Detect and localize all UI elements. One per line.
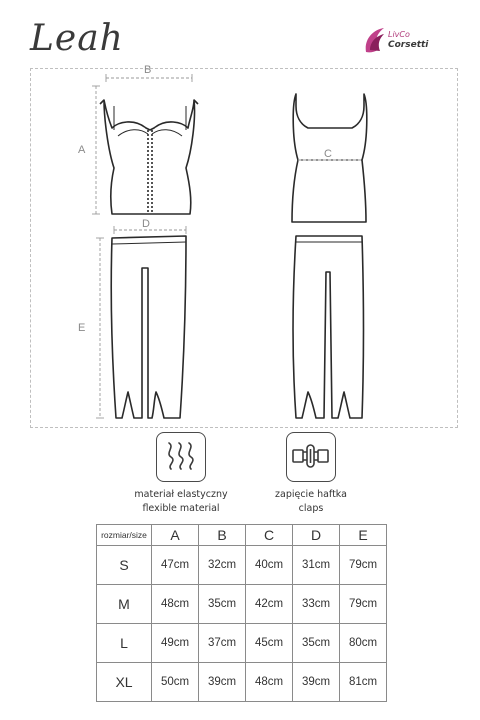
size-column-b: B: [199, 525, 246, 546]
hook-clasp-icon: [286, 432, 336, 482]
size-label: M: [97, 585, 152, 624]
size-label: S: [97, 546, 152, 585]
size-value: 32cm: [199, 546, 246, 585]
feature-caption-en: flexible material: [142, 503, 220, 514]
trousers-back: [293, 236, 364, 418]
size-value: 40cm: [246, 546, 293, 585]
feature-caption-pl: materiał elastyczny: [134, 489, 228, 500]
size-table-corner: rozmiar/size: [97, 525, 152, 546]
size-column-e: E: [340, 525, 387, 546]
size-value: 39cm: [293, 663, 340, 702]
corset-front: [104, 100, 195, 214]
size-value: 81cm: [340, 663, 387, 702]
trousers-front: [111, 236, 186, 418]
size-column-c: C: [246, 525, 293, 546]
size-value: 37cm: [199, 624, 246, 663]
product-title: Leah: [30, 18, 124, 59]
size-row-s: [97, 546, 387, 585]
feature-caption-en: claps: [298, 503, 324, 514]
feature-caption-clasp: [256, 488, 366, 516]
size-value: 48cm: [152, 585, 199, 624]
size-row-m: [97, 585, 387, 624]
size-table: [96, 524, 387, 702]
size-value: 47cm: [152, 546, 199, 585]
size-value: 39cm: [199, 663, 246, 702]
size-value: 48cm: [246, 663, 293, 702]
dimension-label-a: A: [78, 144, 86, 156]
feature-caption-pl: zapięcie haftka: [275, 489, 347, 500]
dimension-label-e: E: [78, 322, 86, 334]
stretch-icon: [156, 432, 206, 482]
size-value: 31cm: [293, 546, 340, 585]
size-value: 42cm: [246, 585, 293, 624]
size-value: 50cm: [152, 663, 199, 702]
size-label: XL: [97, 663, 152, 702]
size-value: 35cm: [293, 624, 340, 663]
brand-line1: LivCo: [388, 30, 410, 39]
size-value: 79cm: [340, 546, 387, 585]
size-label: L: [97, 624, 152, 663]
dimension-label-b: B: [144, 64, 152, 76]
size-column-d: D: [293, 525, 340, 546]
size-value: 45cm: [246, 624, 293, 663]
size-column-a: A: [152, 525, 199, 546]
dimension-label-d: D: [142, 218, 150, 230]
brand-line2: Corsetti: [388, 40, 429, 50]
size-value: 80cm: [340, 624, 387, 663]
size-value: 35cm: [199, 585, 246, 624]
dimension-label-c: C: [324, 148, 332, 160]
size-value: 49cm: [152, 624, 199, 663]
size-value: 79cm: [340, 585, 387, 624]
size-row-xl: [97, 663, 387, 702]
size-value: 33cm: [293, 585, 340, 624]
size-table-header: [97, 525, 387, 546]
feature-caption-stretch: [116, 488, 246, 516]
size-row-l: [97, 624, 387, 663]
